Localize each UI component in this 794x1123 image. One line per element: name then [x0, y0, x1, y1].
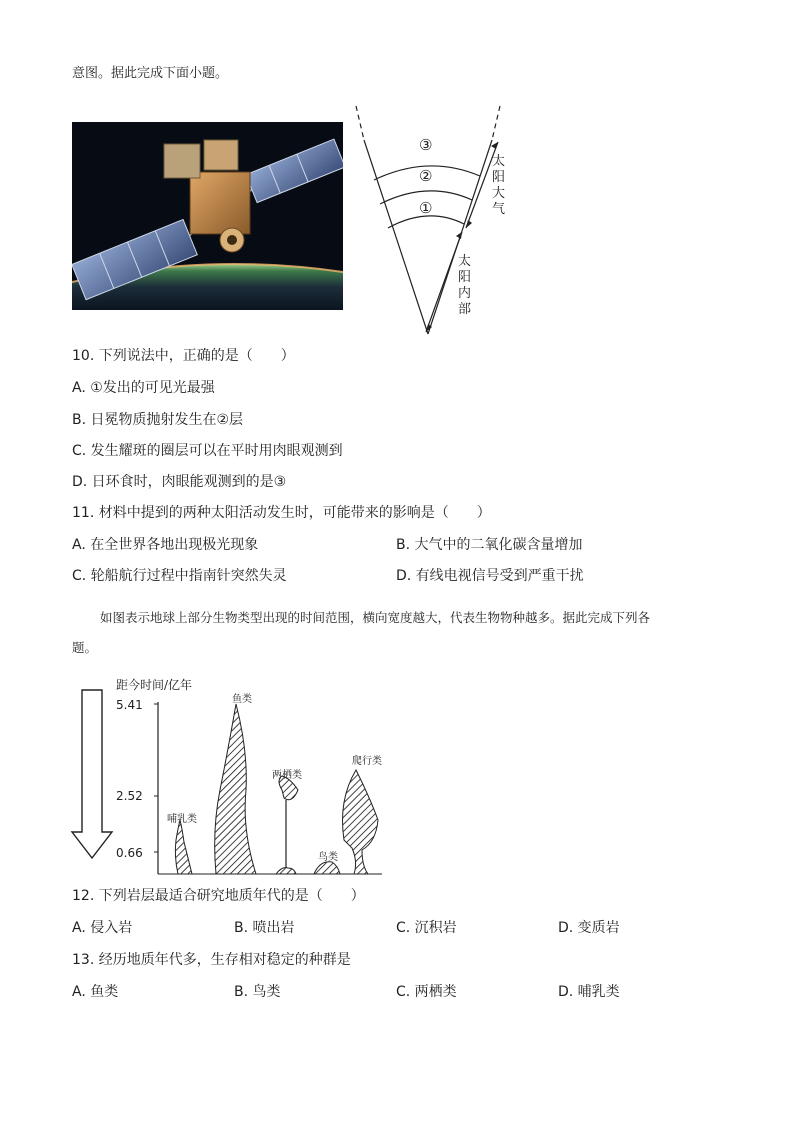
- satellite-photo: [72, 122, 343, 310]
- q11-option-c[interactable]: C. 轮船航行过程中指南针突然失灵: [72, 568, 287, 584]
- q10-stem: 10. 下列说法中，正确的是（ ）: [72, 348, 295, 364]
- q13-stem: 13. 经历地质年代多，生存相对稳定的种群是: [72, 952, 351, 968]
- axis-title: 距今时间/亿年: [116, 678, 193, 692]
- q10-option-d[interactable]: D. 日环食时，肉眼能观测到的是③: [72, 474, 287, 490]
- intro-text-2: 如图表示地球上部分生物类型出现的时间范围，横向宽度越大，代表生物物种越多。据此完成下列各: [100, 610, 651, 625]
- q13-option-c[interactable]: C. 两栖类: [396, 984, 457, 1000]
- layer-label-1: ①: [419, 199, 433, 217]
- tick-label-252: 2.52: [116, 789, 143, 803]
- q12-option-b[interactable]: B. 喷出岩: [234, 920, 295, 936]
- intro-text-1: 意图。据此完成下面小题。: [72, 66, 229, 81]
- q11-stem: 11. 材料中提到的两种太阳活动发生时，可能带来的影响是（ ）: [72, 505, 491, 521]
- label-bird: 鸟类: [318, 852, 338, 863]
- solar-atmosphere-label: 太 阳 大 气: [492, 154, 506, 217]
- layer-label-3: ③: [419, 136, 433, 154]
- label-fish: 鱼类: [232, 694, 252, 705]
- q11-option-b[interactable]: B. 大气中的二氧化碳含量增加: [396, 537, 583, 553]
- label-amphibian: 两栖类: [272, 770, 302, 781]
- intro-text-2-cont: 题。: [72, 640, 98, 655]
- q12-stem: 12. 下列岩层最适合研究地质年代的是（ ）: [72, 888, 365, 904]
- solar-interior-label: 太 阳 内 部: [458, 254, 472, 317]
- q13-option-a[interactable]: A. 鱼类: [72, 984, 119, 1000]
- q10-option-c[interactable]: C. 发生耀斑的圈层可以在平时用肉眼观测到: [72, 443, 343, 459]
- label-mammal: 哺乳类: [167, 814, 197, 825]
- tick-label-541: 5.41: [116, 698, 143, 712]
- q13-option-b[interactable]: B. 鸟类: [234, 984, 281, 1000]
- q10-option-a[interactable]: A. ①发出的可见光最强: [72, 380, 215, 396]
- q12-option-c[interactable]: C. 沉积岩: [396, 920, 457, 936]
- q13-option-d[interactable]: D. 哺乳类: [558, 984, 620, 1000]
- q12-option-a[interactable]: A. 侵入岩: [72, 920, 133, 936]
- layer-label-2: ②: [419, 167, 433, 185]
- q10-option-b[interactable]: B. 日冕物质抛射发生在②层: [72, 412, 244, 428]
- q12-option-d[interactable]: D. 变质岩: [558, 920, 620, 936]
- q11-option-a[interactable]: A. 在全世界各地出现极光现象: [72, 537, 259, 553]
- label-reptile: 爬行类: [352, 756, 382, 767]
- q11-option-d[interactable]: D. 有线电视信号受到严重干扰: [396, 568, 584, 584]
- tick-label-066: 0.66: [116, 846, 143, 860]
